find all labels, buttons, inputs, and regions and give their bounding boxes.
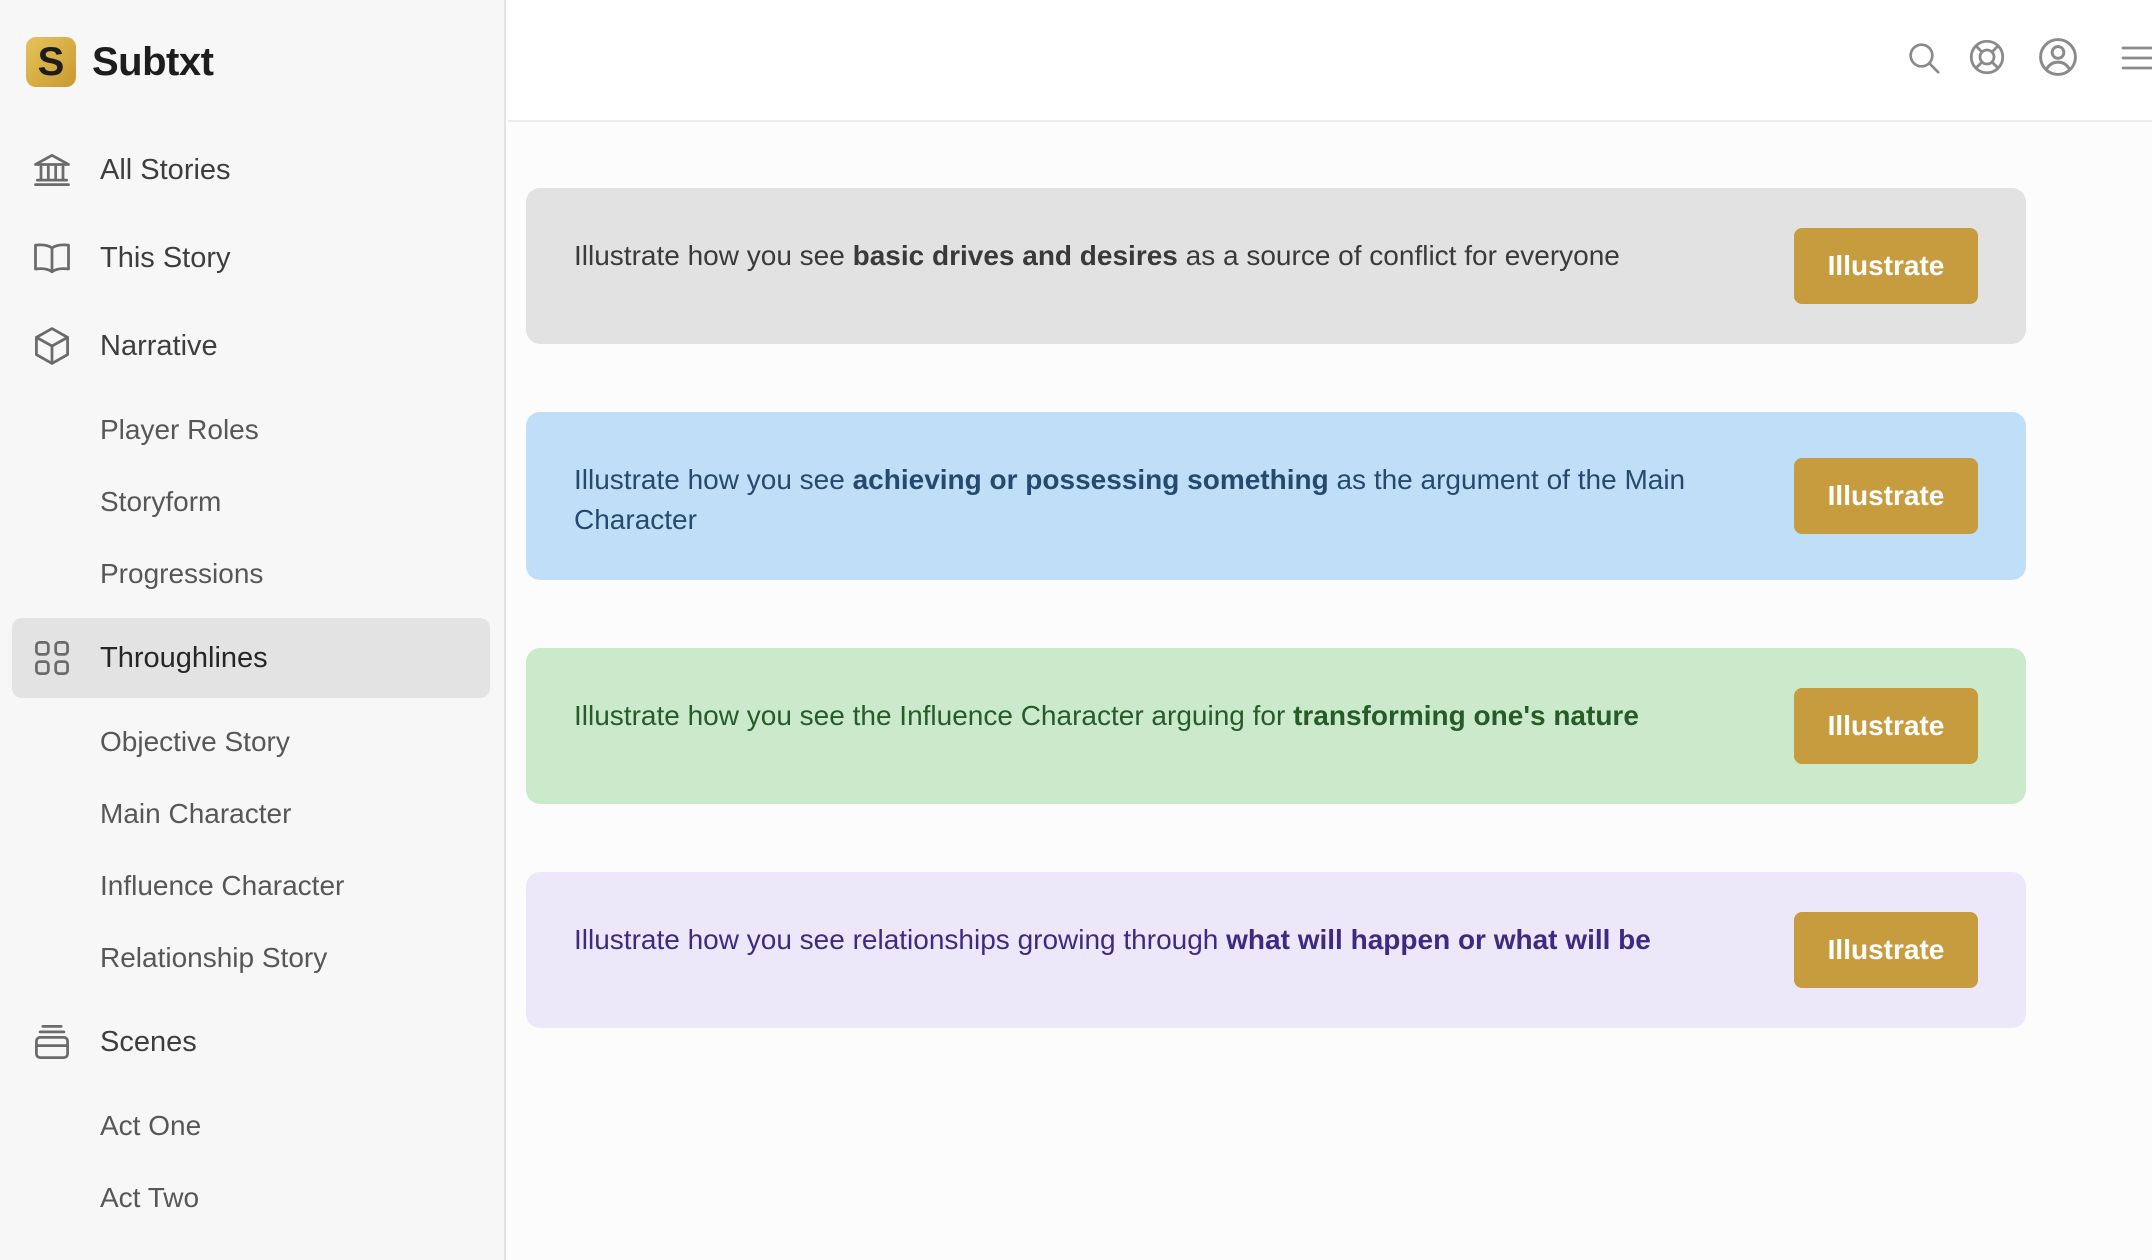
bank-icon — [30, 148, 74, 192]
prompt-text: Illustrate how you see relationships growing through what will happen or what will be — [574, 924, 1651, 955]
sidebar-subitem-relationship-story[interactable]: Relationship Story — [100, 942, 328, 973]
illustrate-button[interactable]: Illustrate — [1794, 688, 1978, 764]
sidebar-item-label: Scenes — [100, 1025, 197, 1058]
illustrate-button[interactable]: Illustrate — [1794, 912, 1978, 988]
prompt-text: Illustrate how you see the Influence Character arguing for transforming one's nature — [574, 700, 1639, 731]
brand-name: Subtxt — [92, 39, 214, 84]
inbox-stack-icon — [30, 1020, 74, 1064]
menu-icon[interactable] — [2118, 38, 2152, 78]
sidebar-item-label: Narrative — [100, 329, 218, 362]
cube-icon — [30, 324, 74, 368]
sidebar-subitem-influence-character[interactable]: Influence Character — [100, 870, 345, 901]
illustrate-button[interactable]: Illustrate — [1794, 458, 1978, 534]
lifebuoy-icon[interactable] — [1966, 36, 2006, 76]
prompt-card — [526, 648, 2026, 804]
sidebar-subitem-act-one[interactable]: Act One — [100, 1110, 202, 1141]
sidebar-subitem-player-roles[interactable]: Player Roles — [100, 414, 259, 445]
prompt-text: Illustrate how you see achieving or possessing something as the argument of the Main Character — [574, 464, 1686, 535]
grid-icon — [30, 636, 74, 680]
sidebar-item-label: Throughlines — [100, 641, 268, 674]
illustrate-button[interactable]: Illustrate — [1794, 228, 1978, 304]
sidebar-subitem-storyform[interactable]: Storyform — [100, 486, 222, 517]
prompt-card — [526, 188, 2026, 344]
sidebar-item-all-stories[interactable] — [12, 130, 490, 210]
book-open-icon — [30, 236, 74, 280]
sidebar-item-label: All Stories — [100, 153, 231, 186]
sidebar-item-scenes[interactable] — [12, 1002, 490, 1082]
prompt-text: Illustrate how you see basic drives and desires as a source of conflict for everyone — [574, 240, 1620, 271]
prompt-card — [526, 412, 2026, 580]
logo-badge-icon: S — [26, 37, 76, 87]
sidebar-item-narrative[interactable] — [12, 306, 490, 386]
brand-logo[interactable] — [26, 36, 213, 88]
sidebar-subitem-progressions[interactable]: Progressions — [100, 558, 264, 589]
prompt-card — [526, 872, 2026, 1028]
sidebar-item-throughlines[interactable] — [12, 618, 490, 698]
search-icon[interactable] — [1904, 38, 1944, 78]
sidebar-subitem-main-character[interactable]: Main Character — [100, 798, 292, 829]
sidebar-subitem-objective-story[interactable]: Objective Story — [100, 726, 290, 757]
sidebar-subitem-act-two[interactable]: Act Two — [100, 1182, 200, 1213]
user-circle-icon[interactable] — [2036, 35, 2076, 75]
sidebar-item-this-story[interactable] — [12, 218, 490, 298]
sidebar — [0, 0, 506, 1260]
sidebar-item-label: This Story — [100, 241, 231, 274]
top-header — [508, 0, 2152, 122]
